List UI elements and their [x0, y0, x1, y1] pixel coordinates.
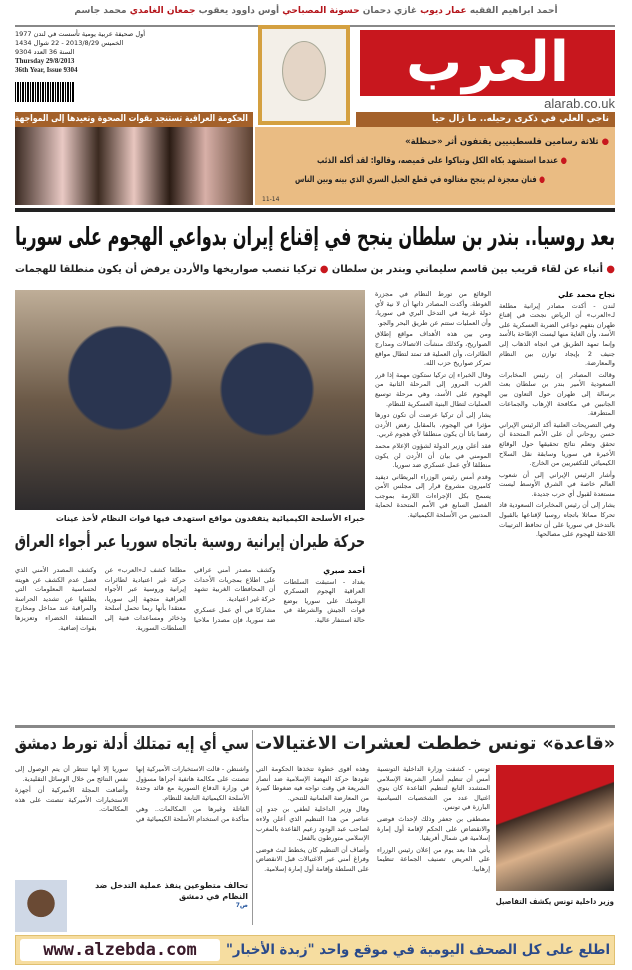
bullet-text: عندما استشهد بكاه الكل وتباكوا على قميصه، وقالوا: لقد أكله الذئب: [317, 156, 559, 166]
byline: أحمد صبري: [323, 566, 365, 575]
chemical-inspectors-photo: [15, 290, 365, 510]
issue-info: [15, 30, 165, 75]
article-paragraph: لندن - أكدت مصادر إيرانية مطلعة لـ«العرب» أن الرياض نجحت في إقناع طهران بتفهم دواعي الضربة العسكرية على الأسد، وأن الغاية منها ليست الإطاحة بالأسد وإنما تمهد الطريق في اتجاه الذهاب إلى جنيف 2 بإيجاد توازن بين النظام والمعارضة.: [499, 301, 615, 368]
website-url[interactable]: alarab.co.uk: [544, 96, 615, 111]
column-divider: [252, 730, 253, 925]
date-english: Thursday 29/8/2013: [15, 57, 75, 65]
bullet-item[interactable]: ● ثلاثة رسامين فلسطينيين يقتفون أثر «حنظلة»: [405, 137, 609, 147]
newspaper-logo[interactable]: العرب: [360, 30, 615, 96]
article-paragraph: وهذه أقوى خطوة تتخذها الحكومة التي تقودها حركة النهضة الإسلامية ضد أنصار الشريعة في وقت تواجه فيه ضغوطا كبيرة من المعارضة العلمانية للتنحي.: [256, 765, 369, 802]
article-paragraph: وقال الخبراء إن تركيا ستكون مهمة إذا قرر الغرب المرور إلى المرحلة الثانية من الهجوم على الأسد، وهي مرحلة توسيع العمليات لتطال البنية العسكرية للنظام.: [375, 370, 491, 408]
contributor-name[interactable]: غازي دحمان: [362, 6, 417, 16]
divider: [15, 725, 615, 728]
bullet-item[interactable]: ● عندما استشهد بكاه الكل وتباكوا على قميصه، وقالوا: لقد أكله الذئب: [317, 156, 567, 166]
sidebar-teaser[interactable]: [72, 880, 248, 910]
bullet-item[interactable]: ● فنان معجزة لم ينجح مغتالوه في قطع الحبل السري الذي بينه وبين الناس: [294, 175, 545, 185]
contributor-name[interactable]: جمعان الغامدي: [129, 6, 196, 16]
contributor-name[interactable]: حسونة المصباحي: [282, 6, 360, 16]
article-paragraph: وأضافت المجلة الأميركية أن أجهزة الاستخبارات الأميركية تنصتت على هذه المكالمات.: [15, 786, 128, 814]
article-paragraph: وقالت المصادر إن رئيس المخابرات السعودية الأمير بندر بن سلطان بعث برسالة إلى طهران حول التعاون بين الجانبين في مكافحة الإرهاب والجماعات المتطرفة.: [499, 370, 615, 418]
article-paragraph: وكشف المصدر الأمني الذي فضل عدم الكشف عن هويته لحساسية المعلومات التي يطلقها عن تشديد الحراسة والمراقبة عند مداخل ومخارج المنطقة الخضراء وتعزيزها بقوات إضافية.: [15, 566, 97, 632]
bullet-text: ثلاثة رسامين فلسطينيين يقتفون أثر «حنظلة»: [405, 137, 599, 147]
tagline: أول صحيفة عربية يومية تأسست في لندن 1977: [15, 30, 146, 38]
article-paragraph: الوقائع من تورط النظام في مجزرة الغوطة. وأكدت المصادر ذاتها أن لا نية لأي دولة غربية في التدخل البري في سوريا، وأن العمليات ستتم عن طريق البحر والجو.: [375, 290, 491, 327]
barcode: [15, 82, 75, 102]
article-paragraph: وكشف مصدر أمني عراقي على اطلاع بمجريات الأحداث أن المحافظات الغربية تشهد حركة غير اعتيادية.: [194, 566, 276, 603]
photo-caption: وزير داخلية تونس يكشف التفاصيل: [495, 897, 614, 906]
sub-1: أنباء عن لقاء قريب بين قاسم سليماني وبندر بن سلطان: [331, 264, 603, 275]
article-paragraph: واشنطن - قالت الاستخبارات الأميركية إنها تنصتت على مكالمة هاتفية أجراها مسؤول في وزارة الدفاع السورية مع قائد وحدة الأسلحة الكيميائية التابعة للنظام.: [136, 765, 249, 802]
article-paragraph: ومن بين هذه الأهداف مواقع إطلاق الصواريخ، وكذلك منشآت الاتصالات ومدارج الطائرات، وأن العملية قد تمتد لتطال مواقع تمركز صواريخ حزب الله.: [375, 330, 491, 368]
contributor-name[interactable]: أوس داوود يعقوب: [198, 6, 280, 16]
issue-arabic: السنة 36 العدد 9304: [15, 48, 75, 56]
article-paragraph: مشاركا في أي عمل عسكري ضد سوريا، فإن مصدرا ملاحيا مطلعا كشف لـ«العرب» عن حركة غير اعتيادية لطائرات إيرانية وروسية عبر الأجواء العراقية متجهة إلى سوريا، معتقدا بأنها ربما تحمل أسلحة وذخائر ومساعدات فنية إلى السلطات السورية.: [104, 566, 276, 632]
naji-al-ali-bar[interactable]: ناجي العلي في ذكرى رحيله.. ما زال حيا: [356, 112, 615, 127]
tunisia-article-body: [256, 765, 490, 925]
article-paragraph: فقد أعلن وزير الدولة لشؤون الإعلام محمد المومني في بيان أن الأردن لن يكون منطلقا لأي عمل عسكري ضد سوريا.: [375, 441, 491, 470]
article-paragraph: القاتلة وغيرها من المكالمات.. وهي متأكدة من استخدام الأسلحة الكيميائية في سوريا إلا أنها تنتظر أن يتم الوصول إلى نفس النتائج من خلال الوسائل التقليدية.: [15, 765, 249, 823]
article-paragraph: وفي التصريحات العلنية أكد الرئيس الإيراني حسن روحاني أن على الأمم المتحدة أن تحقق وتعلم نتائج تحقيقها حول الوقائع الأخيرة في سوريا وسابقة نقل السلاح الكيميائي للتكفيريين من الخارج.: [499, 420, 615, 468]
bullet-text: فنان معجزة لم ينجح مغتالوه في قطع الحبل السري الذي بينه وبين الناس: [294, 175, 537, 185]
ad-text[interactable]: اطلع على كل الصحف اليومية في موقع واحد "زبدة الأخبار": [225, 942, 610, 958]
masked-fighters-photo: [15, 127, 253, 205]
tunisia-minister-photo: [496, 765, 614, 891]
issue-english: 36th Year, Issue 9304: [15, 66, 78, 74]
obama-photo: [15, 880, 67, 932]
article-paragraph: وأشار الرئيس الإيراني إلى أن شعوب العالم خاصة في الشرق الأوسط ليست مستعدة لقبول أي حرب جديدة.: [499, 470, 615, 498]
article-paragraph: وقدم أمس رئيس الوزراء البريطاني ديفيد كاميرون مشروع قرار إلى مجلس الأمن يسمح بكل الإجراءات اللازمة بموجب الفصل السابع في الأمم المتحدة لحماية المدنيين من الأسلحة الكيميائية.: [375, 472, 491, 520]
date-arabic: الخميس 2013/8/29 - 22 شوال 1434: [15, 39, 124, 47]
photo-caption: خبراء الأسلحة الكيميائية يتفقدون مواقع استهدف فيها قوات النظام لأخذ عينات: [55, 514, 365, 523]
contributors-line: [10, 4, 622, 18]
article-paragraph: يشار إلى أن تركيا عرضت أن تكون دورها مؤثرا في الهجوم، بالمقابل رفض الأردن رفضا باتا أن يكون منطلقا لأي هجوم غربي.: [375, 411, 491, 439]
cia-article-body: [15, 765, 249, 875]
iraq-article-body: [15, 566, 365, 718]
contributor-name[interactable]: أحمد ابراهيم الفقيه: [469, 6, 558, 16]
article-paragraph: يأتي هذا بعد يوم من إعلان رئيس الوزراء علي العريض تصنيف الجماعة تنظيما إرهابيا.: [377, 845, 490, 873]
article-paragraph: بغداد - استبقت السلطات العراقية الهجوم العسكري الوشيك على سوريا بوضع قوات الجيش والشرطة في حالة استنفار عالية.: [283, 577, 365, 624]
article-paragraph: وقال وزير الداخلية لطفي بن جدو إن عناصر من هذا التنظيم الذي أعلن ولاءه لصاحب عبد الودود زعيم القاعدة بالمغرب الإسلامي متورطون بالفعل.: [256, 805, 369, 843]
article-paragraph: وأضاف أن التنظيم كان يخطط لبث فوضى وفراغ أمني عبر الاغتيالات قبل الانقضاض على السلطة وإقامة أول إمارة إسلامية.: [256, 845, 369, 873]
divider: [15, 208, 615, 212]
article-paragraph: تونس - كشفت وزارة الداخلية التونسية أمس أن تنظيم أنصار الشريعة الإسلامي المتشدد التابع لتنظيم القاعدة كان ينوي اغتيال عدد من الشخصيات السياسية البارزة في تونس.: [377, 765, 490, 812]
teaser-text: تحالف متطوعين ينفذ عملية التدخل ضد النظام في دمشق: [95, 881, 248, 901]
portrait-image: [282, 41, 326, 101]
portrait-frame: [258, 25, 350, 125]
ad-url[interactable]: www.alzebda.com: [20, 939, 220, 961]
cia-headline[interactable]: سي أي إيه تمتلك أدلة تورط دمشق: [14, 734, 249, 754]
page-ref: 11-14: [262, 196, 280, 203]
article-paragraph: مصطفى بن جعفر وذلك لإحداث فوضى والانقضاض على الحكم لإقامة أول إمارة إسلامية في شمال أفريقيا.: [377, 814, 490, 843]
lead-headline[interactable]: بعد روسيا.. بندر بن سلطان ينجح في إقناع إيران بدواعي الهجوم على سوريا: [15, 222, 615, 251]
contributor-name[interactable]: عمار ديوب: [420, 6, 467, 16]
tunisia-headline[interactable]: «قاعدة» تونس خططت لعشرات الاغتيالات: [254, 733, 615, 754]
contributor-name[interactable]: محمد جاسم: [74, 6, 127, 16]
iraq-teaser-bar[interactable]: الحكومة العراقية تستنجد بقوات الصحوة وتعيدها إلى المواجهة: [15, 112, 253, 127]
page-ref: ص7: [235, 902, 248, 909]
lead-subheadline: ● أنباء عن لقاء قريب بين قاسم سليماني وبندر بن سلطان ● تركيا تنصب صواريخها والأردن يرفض أن يكون منطلقا للهجمات: [15, 264, 615, 275]
lead-article-body: [375, 290, 615, 718]
naji-al-ali-box: [255, 127, 615, 205]
iraq-headline[interactable]: حركة طيران إيرانية روسية باتجاه سوريا عبر أجواء العراق: [14, 532, 365, 552]
byline: نجاح محمد علي: [558, 290, 615, 299]
article-paragraph: يشار إلى أن رئيس المخابرات السعودية قاد تحركا مماثلا باتجاه روسيا لإقناعها بالقبول بالتدخل في سوريا على أن تحافظ الترتيبات اللاحقة للهجوم على مصالحها.: [499, 501, 615, 539]
sub-2: تركيا تنصب صواريخها والأردن يرفض أن يكون منطلقا للهجمات: [15, 264, 317, 275]
